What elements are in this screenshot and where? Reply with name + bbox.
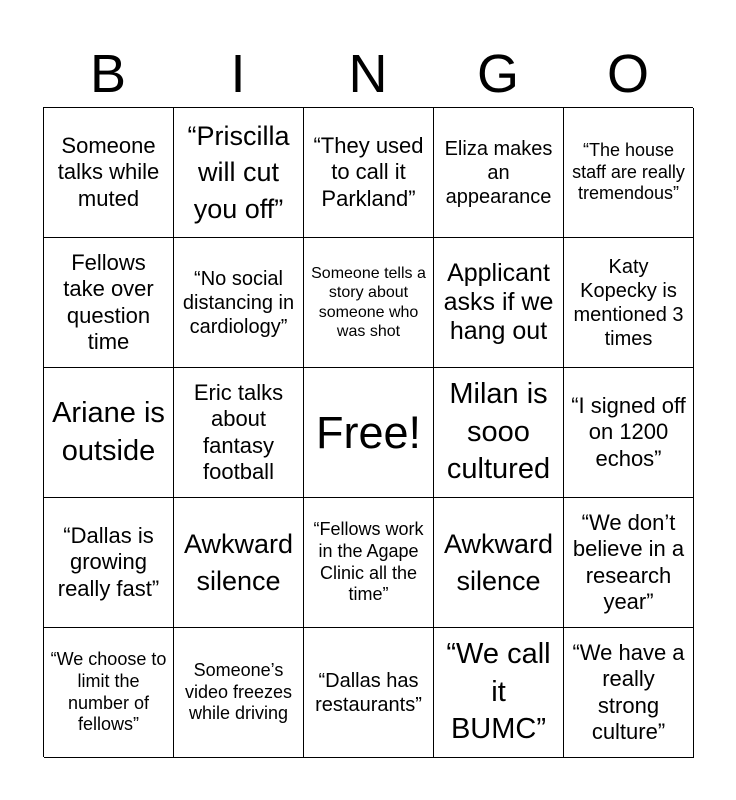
- bingo-cell[interactable]: “We call it BUMC”: [434, 628, 564, 758]
- header-letter-n: N: [348, 44, 388, 104]
- bingo-cell[interactable]: Milan is sooo cultured: [434, 368, 564, 498]
- bingo-cell[interactable]: “We choose to limit the number of fellows”: [44, 628, 174, 758]
- bingo-cell[interactable]: Ariane is outside: [44, 368, 174, 498]
- header-letter-i: I: [230, 44, 246, 104]
- header-letter-o: O: [606, 44, 649, 104]
- bingo-card-grid: [43, 107, 693, 757]
- bingo-cell[interactable]: Eric talks about fantasy football: [174, 368, 304, 498]
- bingo-cell[interactable]: “The house staff are really tremendous”: [564, 108, 694, 238]
- bingo-cell[interactable]: Fellows take over question time: [44, 238, 174, 368]
- bingo-cell[interactable]: “Priscilla will cut you off”: [174, 108, 304, 238]
- free-space-cell[interactable]: Free!: [304, 368, 434, 498]
- bingo-cell[interactable]: Awkward silence: [434, 498, 564, 628]
- bingo-cell[interactable]: “Dallas has restaurants”: [304, 628, 434, 758]
- bingo-cell[interactable]: “We have a really strong culture”: [564, 628, 694, 758]
- bingo-cell[interactable]: “Dallas is growing really fast”: [44, 498, 174, 628]
- bingo-cell[interactable]: Someone tells a story about someone who was shot: [304, 238, 434, 368]
- header-letter-g: G: [476, 44, 519, 104]
- bingo-cell[interactable]: Applicant asks if we hang out: [434, 238, 564, 368]
- bingo-cell[interactable]: “Fellows work in the Agape Clinic all the time”: [304, 498, 434, 628]
- bingo-cell[interactable]: “I signed off on 1200 echos”: [564, 368, 694, 498]
- bingo-cell[interactable]: “We don’t believe in a research year”: [564, 498, 694, 628]
- bingo-cell[interactable]: “They used to call it Parkland”: [304, 108, 434, 238]
- header-letter-b: B: [89, 44, 127, 104]
- bingo-header: [43, 40, 693, 108]
- bingo-cell[interactable]: Eliza makes an appearance: [434, 108, 564, 238]
- bingo-cell[interactable]: “No social distancing in cardiology”: [174, 238, 304, 368]
- bingo-cell[interactable]: Someone’s video freezes while driving: [174, 628, 304, 758]
- bingo-cell[interactable]: Awkward silence: [174, 498, 304, 628]
- bingo-cell[interactable]: Katy Kopecky is mentioned 3 times: [564, 238, 694, 368]
- bingo-cell[interactable]: Someone talks while muted: [44, 108, 174, 238]
